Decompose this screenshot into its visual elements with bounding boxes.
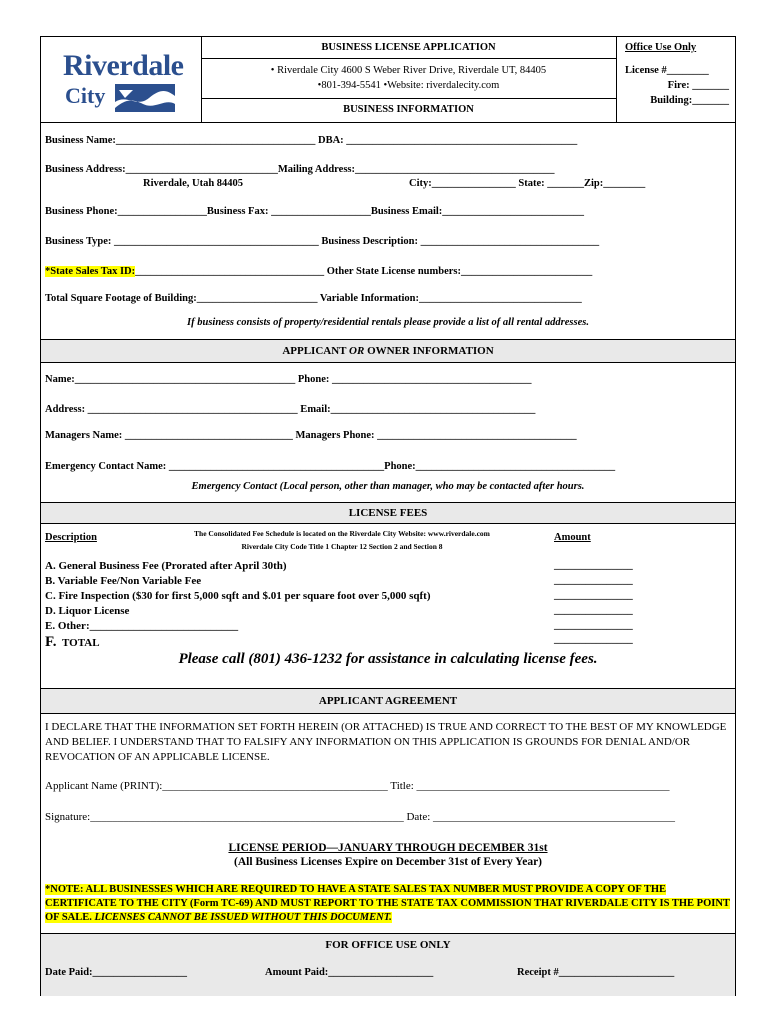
fee-assistance-note: Please call (801) 436-1232 for assistance in calculating license fees. xyxy=(178,651,598,667)
form-title: BUSINESS LICENSE APPLICATION xyxy=(321,42,496,53)
amount-blank-total[interactable]: _______________ xyxy=(554,634,633,645)
state-sales-tax-field[interactable] xyxy=(45,266,592,277)
amount-blank-d[interactable]: _______________ xyxy=(554,605,633,616)
office-use-box xyxy=(617,37,735,122)
signature-date-field[interactable]: Signature:_________________________________________________________ Date: ____________________________________________ xyxy=(45,811,676,823)
sales-tax-note xyxy=(45,883,731,925)
total-letter: F. xyxy=(45,634,57,650)
fee-schedule-line2: Riverdale City Code Title 1 Chapter 12 Section 2 and Section 8 xyxy=(241,542,443,551)
managers-field[interactable]: Managers Name: ________________________________ Managers Phone: ______________________________________ xyxy=(45,430,577,441)
applicant-address-email-field[interactable]: Address: ________________________________________ Email:_______________________________________ xyxy=(45,404,536,415)
logo-area xyxy=(41,37,202,122)
logo-text-riverdale: Riverdale xyxy=(63,49,184,82)
applicant-name-phone-field[interactable]: Name:__________________________________________ Phone: ______________________________________ xyxy=(45,374,532,385)
amount-paid-field[interactable]: Amount Paid:____________________ xyxy=(265,967,434,978)
fee-item-c: C. Fire Inspection ($30 for first 5,000 sqft and $.01 per square foot over 5,000 sqft) xyxy=(45,590,431,602)
office-use-area xyxy=(41,957,735,996)
applicant-band xyxy=(41,339,735,363)
business-city-static: Riverdale, Utah 84405 xyxy=(143,178,244,189)
applicant-band-a: APPLICANT xyxy=(282,345,350,357)
emergency-note: Emergency Contact (Local person, other than manager, who may be contacted after hours. xyxy=(191,481,585,492)
amount-blank-c[interactable]: _______________ xyxy=(554,590,633,601)
fee-schedule-line1: The Consolidated Fee Schedule is located on the Riverdale City Website: www.riverdale.com xyxy=(194,529,490,538)
business-type-field[interactable]: Business Type: _______________________________________ Business Description: __________________________________ xyxy=(45,236,600,247)
tax-id-label: *State Sales Tax ID: xyxy=(45,266,136,277)
square-footage-field[interactable]: Total Square Footage of Building:_______________________ Variable Information:_______________________________ xyxy=(45,293,582,304)
total-label: TOTAL xyxy=(62,637,100,649)
office-fire-field[interactable]: Fire: _______ xyxy=(667,80,729,91)
license-fees-band: LICENSE FEES xyxy=(41,502,735,524)
agreement-band: APPLICANT AGREEMENT xyxy=(41,688,735,714)
emergency-contact-field[interactable]: Emergency Contact Name: _________________________________________Phone:______________________________________ xyxy=(45,461,616,472)
fees-description-header: Description xyxy=(45,532,97,543)
business-phone-fax-email-field[interactable]: Business Phone:_________________Business Fax: ___________________Business Email:___________________________ xyxy=(45,206,585,217)
fee-item-d: D. Liquor License xyxy=(45,605,130,617)
fees-amount-header: Amount xyxy=(554,532,591,543)
amount-blank-e[interactable]: _______________ xyxy=(554,620,633,631)
fee-item-a: A. General Business Fee (Prorated after April 30th) xyxy=(45,560,287,572)
rental-note: If business consists of property/residential rentals please provide a list of all rental addresses. xyxy=(187,317,589,328)
office-use-title: Office Use Only xyxy=(625,42,697,53)
receipt-field[interactable]: Receipt #______________________ xyxy=(517,967,675,978)
city-address: • Riverdale City 4600 S Weber River Drive, Riverdale UT, 84405 xyxy=(270,65,547,76)
business-name-field[interactable]: Business Name:______________________________________ DBA: ____________________________________________ xyxy=(45,135,578,146)
city-contact: •801-394-5541 •Website: riverdalecity.com xyxy=(317,80,500,91)
riverdale-logo xyxy=(63,49,183,113)
sales-tax-note-text: *NOTE: ALL BUSINESSES WHICH ARE REQUIRED TO HAVE A STATE SALES TAX NUMBER MUST PROVIDE A COPY OF THE CERTIFICATE TO THE CITY (Form TC-69) AND MUST REPORT TO THE STATE TAX COMMISSION THAT RIVERDALE CITY IS THE POINT OF SALE. xyxy=(45,884,730,923)
header-center xyxy=(201,37,617,122)
mailing-city-state-zip-field[interactable]: City:________________ State: _______Zip:________ xyxy=(409,178,646,189)
amount-blank-a[interactable]: _______________ xyxy=(554,560,633,571)
business-address-field[interactable]: Business Address:_____________________________Mailing Address:______________________________________ xyxy=(45,164,555,175)
logo-text-city: City xyxy=(65,83,106,108)
business-info-heading: BUSINESS INFORMATION xyxy=(343,104,474,115)
amount-blank-b[interactable]: _______________ xyxy=(554,575,633,586)
office-license-field[interactable]: License #________ xyxy=(625,65,709,76)
sales-tax-note-italic: LICENSES CANNOT BE ISSUED WITHOUT THIS DOCUMENT. xyxy=(94,912,392,923)
office-use-band: FOR OFFICE USE ONLY xyxy=(41,933,735,957)
fee-item-e[interactable]: E. Other:___________________________ xyxy=(45,620,239,632)
license-form xyxy=(40,36,736,996)
river-icon xyxy=(115,84,175,112)
license-period: LICENSE PERIOD—JANUARY THROUGH DECEMBER 31st xyxy=(228,842,548,854)
applicant-band-or: OR xyxy=(349,345,365,357)
fee-item-b: B. Variable Fee/Non Variable Fee xyxy=(45,575,202,587)
agreement-declaration: I DECLARE THAT THE INFORMATION SET FORTH HEREIN (OR ATTACHED) IS TRUE AND CORRECT TO THE BEST OF MY KNOWLEDGE AND BELIEF. I UNDERSTAND THAT TO FALSIFY ANY INFORMATION ON THIS APPLICATION IS GROUNDS FOR DENIAL AND/OR REVOCATION OF AN APPLICABLE LICENSE. xyxy=(45,721,727,763)
office-building-field[interactable]: Building:_______ xyxy=(650,95,729,106)
tax-id-rest: ____________________________________ Other State License numbers:_________________________ xyxy=(135,266,593,277)
applicant-print-name-title-field[interactable]: Applicant Name (PRINT):_________________________________________ Title: ______________________________________________ xyxy=(45,780,670,792)
fee-item-total xyxy=(45,634,100,651)
date-paid-field[interactable]: Date Paid:__________________ xyxy=(45,967,188,978)
license-expire-note: (All Business Licenses Expire on December 31st of Every Year) xyxy=(233,856,543,868)
applicant-band-b: OWNER INFORMATION xyxy=(364,345,494,357)
